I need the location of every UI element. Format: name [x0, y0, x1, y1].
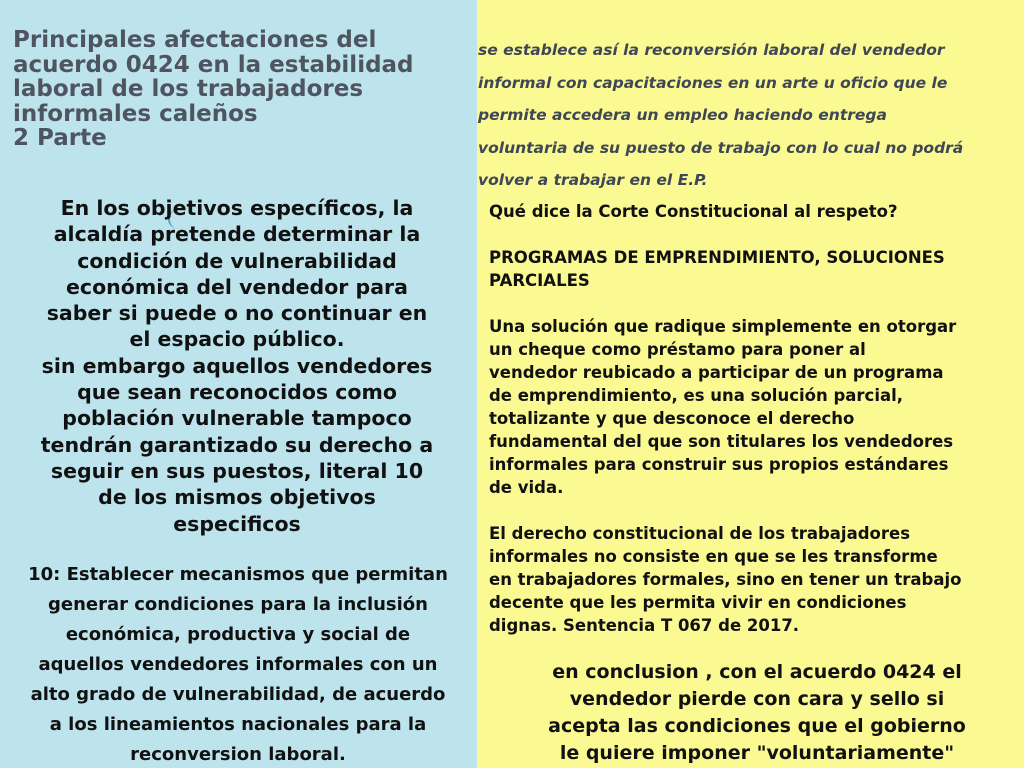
conclusion-line: le quiere imponer "voluntariamente" [559, 742, 955, 764]
title-line: 2 Parte [13, 125, 107, 151]
objetivos-line: población vulnerable tampoco [62, 406, 412, 431]
title-line: informales caleños [13, 100, 258, 127]
reconversion-line: permite accedera un empleo haciendo entrega [478, 106, 887, 124]
objetivos-line: saber si puede o no continuar en [46, 301, 428, 326]
corte-line [489, 292, 1019, 315]
objetivos-line: condición de vulnerabilidad [77, 248, 397, 273]
corte-line: PARCIALES [489, 271, 590, 290]
literal-line: aquellos vendedores informales con un [38, 654, 438, 675]
corte-line: informales para construir sus propios estándares [489, 455, 949, 474]
corte-line: informales no consiste en que se les transforme [489, 547, 938, 566]
objetivos-line: En los objetivos específicos, la [60, 196, 414, 220]
corte-line: Una solución que radique simplemente en otorgar [489, 317, 957, 336]
corte-line: totalizante y que desconoce el derecho [489, 409, 855, 428]
conclusion-line: vendedor pierde con cara y sello si [569, 688, 945, 710]
conclusion-line: acepta las condiciones que el gobierno [548, 715, 966, 737]
corte-line: fundamental del que son titulares los vendedores [489, 432, 954, 451]
reconversion-line: se establece así la reconversión laboral del vendedor [478, 41, 945, 59]
conclusion-paragraph [497, 659, 1017, 767]
reconversion-line: volver a trabajar en el E.P. [478, 171, 708, 189]
conclusion-line: en conclusion , con el acuerdo 0424 el [552, 661, 962, 683]
title-line: acuerdo 0424 en la estabilidad [13, 51, 414, 78]
objetivos-line: económica del vendedor para [66, 274, 408, 299]
objetivos-line: especificos [173, 511, 301, 536]
corte-line: en trabajadores formales, sino en tener un trabajo [489, 570, 962, 589]
literal-line: económica, productiva y social de [65, 624, 411, 645]
corte-line: un cheque como préstamo para poner al [489, 340, 866, 359]
literal-line: alto grado de vulnerabilidad, de acuerdo [30, 684, 446, 705]
literal-line: generar condiciones para la inclusión [47, 594, 428, 615]
corte-line [489, 499, 1019, 522]
literal-line: 10: Establecer mecanismos que permitan [28, 564, 448, 585]
corte-line [489, 223, 1019, 246]
corte-section [489, 200, 1019, 637]
literal-line: reconversion laboral. [130, 744, 346, 765]
objetivos-paragraph [6, 195, 468, 537]
title-line: laboral de los trabajadores [13, 76, 364, 102]
objetivos-line: que sean reconocidos como [77, 380, 397, 405]
objetivos-line: tendrán garantizado su derecho a [40, 432, 434, 457]
corte-line: de vida. [489, 478, 564, 497]
page-title [13, 28, 463, 151]
corte-line: Qué dice la Corte Constitucional al respeto? [489, 202, 898, 221]
objetivos-line: de los mismos objetivos [98, 485, 376, 510]
corte-line: PROGRAMAS DE EMPRENDIMIENTO, SOLUCIONES [489, 248, 945, 267]
objetivos-line: el espacio público. [129, 327, 345, 352]
literal-10-paragraph [2, 560, 474, 770]
reconversion-paragraph [478, 34, 1018, 197]
corte-line: de emprendimiento, es una solución parcial, [489, 386, 904, 405]
objetivos-line: sin embargo aquellos vendedores [41, 353, 433, 378]
reconversion-line: informal con capacitaciones en un arte u oficio que le [478, 73, 948, 92]
objetivos-line: alcaldía pretende determinar la [53, 222, 421, 247]
corte-line: dignas. Sentencia T 067 de 2017. [489, 616, 800, 635]
corte-line: El derecho constitucional de los trabajadores [489, 524, 911, 543]
corte-line: vendedor reubicado a participar de un programa [489, 363, 944, 382]
corte-line: decente que les permita vivir en condiciones [489, 593, 907, 612]
reconversion-line: voluntaria de su puesto de trabajo con lo cual no podrá [478, 138, 964, 157]
literal-line: a los lineamientos nacionales para la [49, 714, 427, 735]
title-line: Principales afectaciones del [13, 27, 377, 53]
objetivos-line: seguir en sus puestos, literal 10 [50, 458, 424, 483]
